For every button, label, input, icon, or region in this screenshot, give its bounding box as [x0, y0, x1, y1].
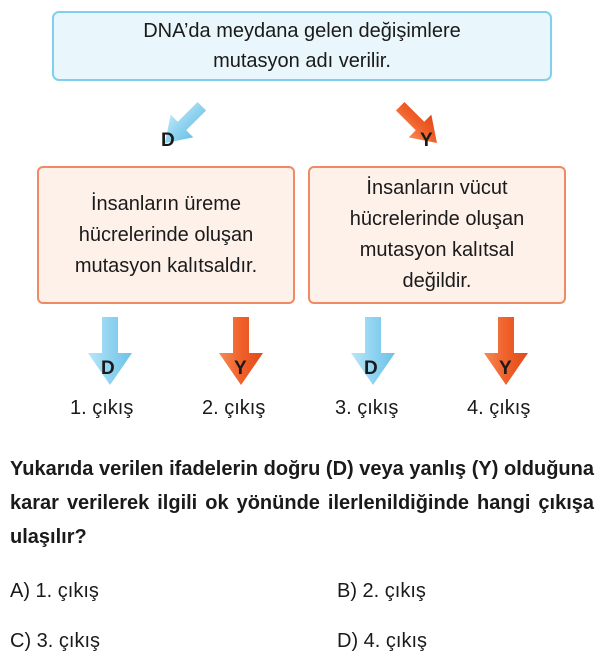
right-statement-line2: hücrelerinde oluşan — [349, 208, 525, 230]
exit-1-label: 1. çıkış — [70, 397, 134, 419]
left-statement-line2: hücrelerinde oluşan — [78, 223, 254, 246]
arrow-top-left-label: D — [161, 130, 175, 151]
arrow-exit3-label: D — [364, 358, 378, 379]
exit-3-label: 3. çıkış — [335, 397, 399, 419]
top-statement-box — [52, 11, 552, 81]
arrow-exit1-true — [88, 317, 132, 385]
arrow-exit3-true — [351, 317, 395, 385]
right-statement-line4: değildir. — [402, 270, 472, 292]
option-a[interactable]: A) 1. çıkış — [10, 580, 99, 602]
option-c[interactable]: C) 3. çıkış — [10, 630, 101, 652]
exit-2-label: 2. çıkış — [202, 397, 266, 419]
right-statement-line3: mutasyon kalıtsal — [359, 239, 515, 261]
exit-4-label: 4. çıkış — [467, 397, 531, 419]
arrow-exit2-label: Y — [234, 358, 247, 379]
arrow-top-right-false — [390, 96, 450, 156]
left-statement-line3: mutasyon kalıtsaldır. — [74, 254, 258, 277]
right-statement-line1: İnsanların vücut — [366, 177, 508, 199]
right-statement-box — [308, 166, 566, 304]
arrow-exit4-false — [484, 317, 528, 385]
arrow-exit4-label: Y — [499, 358, 512, 379]
top-statement-line2: mutasyon adı verilir. — [213, 50, 391, 72]
option-b[interactable]: B) 2. çıkış — [337, 580, 426, 602]
left-statement-line1: İnsanların üreme — [90, 192, 242, 215]
top-statement-line1: DNA’da meydana gelen değişimlere — [143, 20, 461, 42]
left-statement-box — [37, 166, 295, 304]
arrow-exit1-label: D — [101, 358, 115, 379]
option-d[interactable]: D) 4. çıkış — [337, 630, 428, 652]
arrow-top-left-true — [152, 96, 212, 156]
arrow-exit2-false — [219, 317, 263, 385]
arrow-top-right-label: Y — [420, 130, 433, 151]
question-text: Yukarıda verilen ifadelerin doğru (D) veya yanlış (Y) olduğuna karar verilerek ilgili ok yönünde ilerlenildiğinde hangi çıkışa ulaşılır? — [10, 458, 594, 548]
